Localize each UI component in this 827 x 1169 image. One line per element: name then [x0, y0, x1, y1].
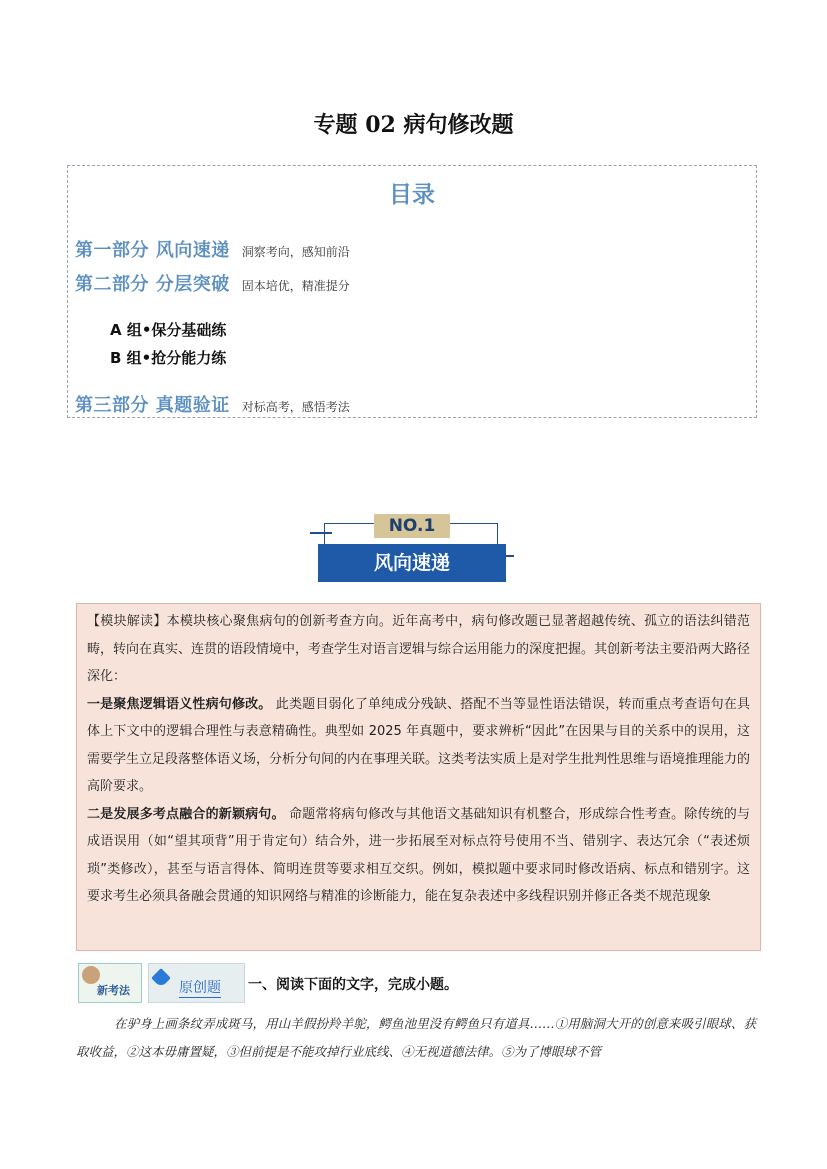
- toc-part2: [75, 270, 350, 296]
- toc-group-a: A 组•保分基础练: [110, 321, 227, 339]
- toc-part1: [75, 236, 350, 262]
- toc-part3-subtitle: 对标高考，感悟考法: [241, 400, 350, 414]
- module-interpretation-box: [76, 603, 761, 951]
- toc-part2-subtitle: 固本培优，精准提分: [241, 279, 350, 293]
- toc-part2-title: 第二部分 分层突破: [75, 274, 230, 295]
- new-exam-badge: [78, 963, 142, 1003]
- module-point1-body: 此类题目弱化了单纯成分残缺、搭配不当等显性语法错误，转而重点考查语句在具体上下文中的逻辑合理性与表意精确性。典型如 2025 年真题中，要求辨析“因此”在因果与目的关系中的误用，这需要学生立足段落整体语义场，分析分句间的内在事理关联。这类考法实质上是对学生批判性思维与语境推理能力的高阶要求。: [87, 696, 751, 794]
- toc-group-b: B 组•抢分能力练: [110, 349, 227, 367]
- toc-part1-title: 第一部分 风向速递: [75, 240, 230, 261]
- page-title: 专题 02 病句修改题: [313, 112, 514, 138]
- tag-icon: [151, 968, 171, 988]
- module-intro: 【模块解读】本模块核心聚焦病句的创新考查方向。近年高考中，病句修改题已显著超越传统、孤立的语法纠错范畴，转向在真实、连贯的语段情境中，考查学生对语言逻辑与综合运用能力的深度把握。其创新考法主要沿两大路径深化：: [87, 614, 751, 684]
- new-exam-label: 新考法: [97, 984, 130, 997]
- toc-heading: 目录: [389, 182, 435, 208]
- module-point1-heading: 一是聚焦逻辑语义性病句修改。: [87, 696, 272, 712]
- table-of-contents: [67, 165, 757, 418]
- module-point1: [87, 691, 750, 801]
- toc-part1-subtitle: 洞察考向，感知前沿: [241, 245, 350, 259]
- module-point2: [87, 801, 750, 911]
- toc-part3: [75, 391, 350, 417]
- toc-part3-title: 第三部分 真题验证: [75, 395, 230, 416]
- module-point2-heading: 二是发展多考点融合的新颖病句。: [87, 806, 285, 822]
- original-question-badge: [148, 963, 245, 1003]
- original-question-label: 原创题: [179, 977, 221, 998]
- question-title: 一、阅读下面的文字，完成小题。: [248, 977, 458, 993]
- reading-passage: 在驴身上画条纹弄成斑马，用山羊假扮羚羊鸵，鳄鱼池里没有鳄鱼只有道具……①用脑洞大开的创意来吸引眼球、获取收益，②这本毋庸置疑，③但前提是不能攻掉行业底线、④无视道德法律。⑤为了博眼球不管: [76, 1016, 756, 1059]
- banner-label: 风向速递: [318, 544, 506, 582]
- banner-number: NO.1: [374, 514, 450, 538]
- section-banner: [310, 510, 520, 586]
- module-point2-body: 命题常将病句修改与其他语文基础知识有机整合，形成综合性考查。除传统的与成语误用（如“望其项背”用于肯定句）结合外，进一步拓展至对标点符号使用不当、错别字、表达冗余（“表述烦琐”类修改），甚至与语言得体、简明连贯等要求相互交织。例如，模拟题中要求同时修改语病、标点和错别字。这要求考生必须具备融会贯通的知识网络与精准的诊断能力，能在复杂表述中多线程识别并修正各类不规范现象: [87, 806, 750, 904]
